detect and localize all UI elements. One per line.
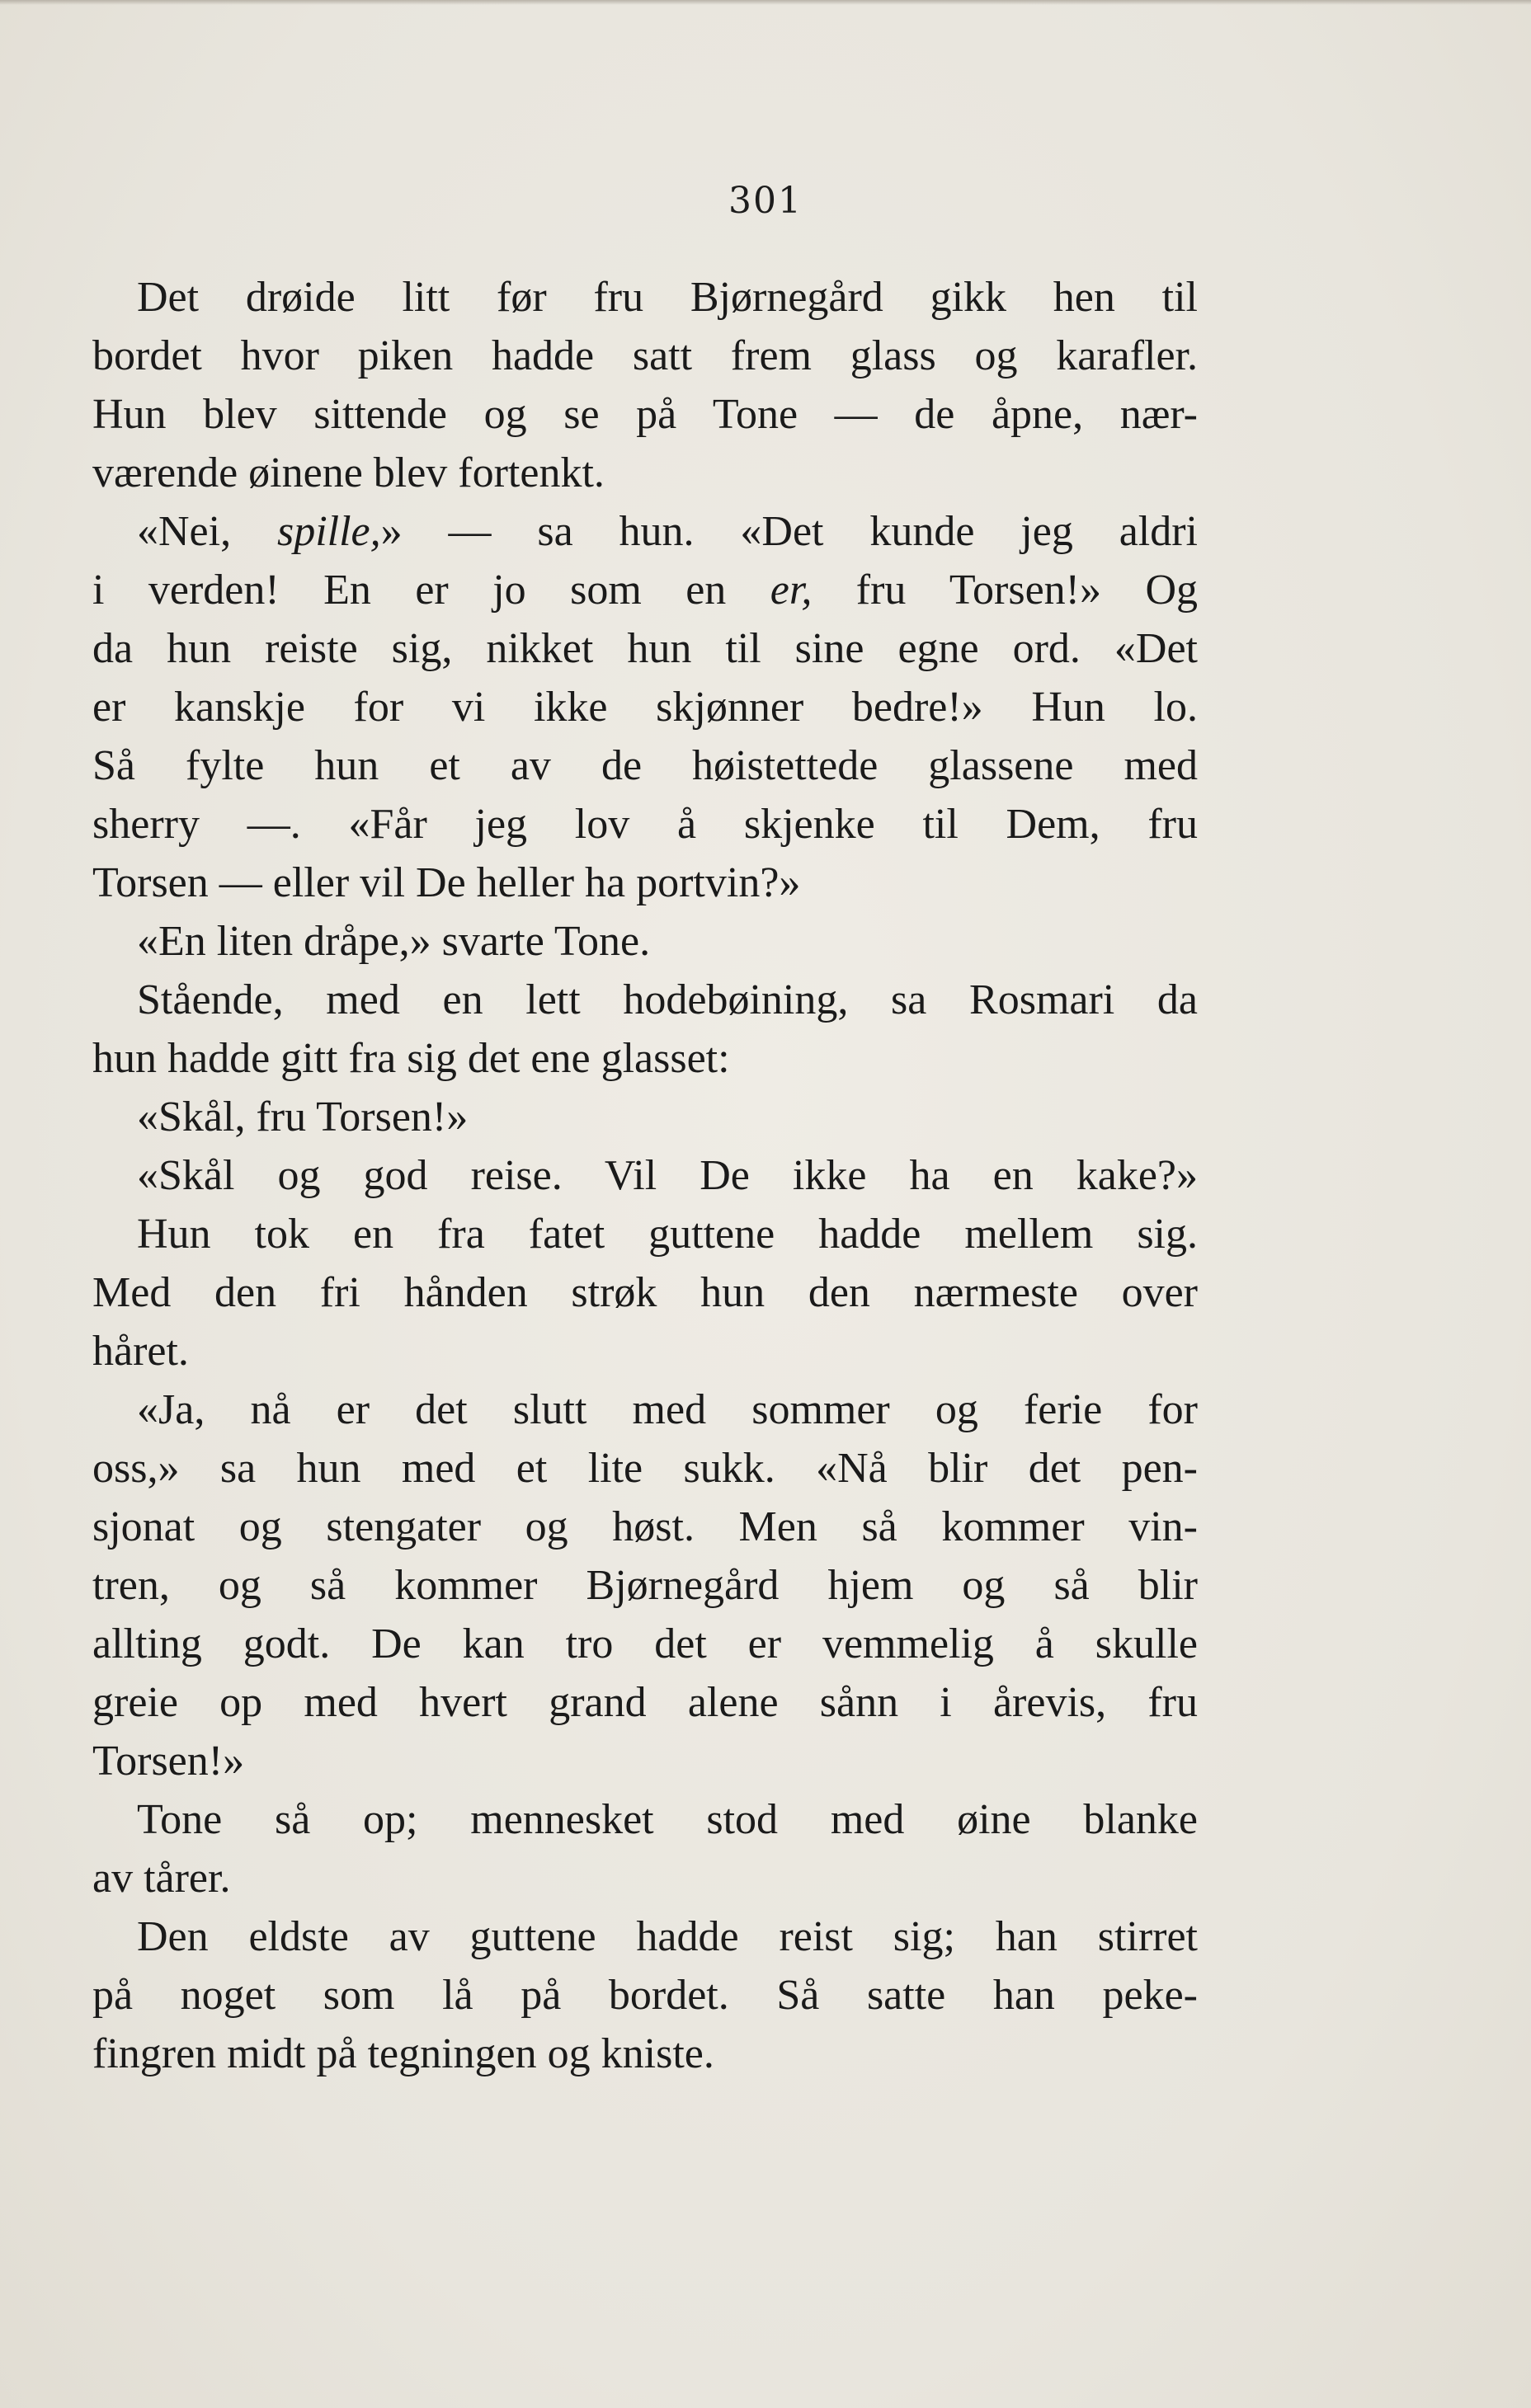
- text-line: allting godt. De kan tro det er vemmelig å skulle: [92, 1620, 1198, 1667]
- text-line: da hun reiste sig, nikket hun til sine egne ord. «Det: [92, 625, 1198, 672]
- text-line: Stående, med en lett hodebøining, sa Rosmari da: [137, 976, 1198, 1023]
- text-line: av tårer.: [92, 1855, 231, 1902]
- page-top-edge: [0, 0, 1531, 5]
- text-line: på noget som lå på bordet. Så satte han peke-: [92, 1972, 1198, 2019]
- text-line: hun hadde gitt fra sig det ene glasset:: [92, 1035, 730, 1082]
- text-line: Så fylte hun et av de høistettede glassene med: [92, 742, 1198, 789]
- text-line: sjonat og stengater og høst. Men så kommer vin-: [92, 1503, 1198, 1550]
- text-line: bordet hvor piken hadde satt frem glass og karafler.: [92, 332, 1198, 379]
- text-line: er kanskje for vi ikke skjønner bedre!» Hun lo.: [92, 684, 1198, 731]
- text-line: Torsen!»: [92, 1738, 245, 1785]
- text-line: Hun blev sittende og se på Tone — de åpne, nær-: [92, 391, 1198, 438]
- text-line: sherry —. «Får jeg lov å skjenke til Dem, fru: [92, 801, 1198, 848]
- text-line: i verden! En er jo som en er, fru Torsen!» Og: [92, 567, 1199, 614]
- text-line: oss,» sa hun med et lite sukk. «Nå blir det pen-: [92, 1445, 1198, 1492]
- text-line: «Skål, fru Torsen!»: [137, 1093, 469, 1141]
- text-line: «En liten dråpe,» svarte Tone.: [137, 918, 651, 965]
- text-line: Torsen — eller vil De heller ha portvin?»: [92, 859, 801, 906]
- text-line: værende øinene blev fortenkt.: [92, 449, 605, 496]
- text-line: «Nei, spille,» — sa hun. «Det kunde jeg aldri: [137, 508, 1198, 555]
- page-number: 301: [728, 180, 803, 222]
- text-line: fingren midt på tegningen og kniste.: [92, 2030, 714, 2077]
- text-line: tren, og så kommer Bjørnegård hjem og så blir: [92, 1562, 1198, 1609]
- body-text: [92, 268, 1198, 2083]
- text-line: håret.: [92, 1328, 189, 1375]
- text-line: Det drøide litt før fru Bjørnegård gikk hen til: [137, 274, 1198, 321]
- text-line: Tone så op; mennesket stod med øine blanke: [137, 1796, 1198, 1843]
- text-line: Med den fri hånden strøk hun den nærmeste over: [92, 1269, 1198, 1316]
- text-line: Den eldste av guttene hadde reist sig; han stirret: [137, 1913, 1198, 1960]
- text-line: «Ja, nå er det slutt med sommer og ferie for: [137, 1386, 1198, 1433]
- text-line: «Skål og god reise. Vil De ikke ha en kake?»: [137, 1152, 1198, 1199]
- text-line: Hun tok en fra fatet guttene hadde mellem sig.: [137, 1211, 1198, 1258]
- text-line: greie op med hvert grand alene sånn i årevis, fru: [92, 1679, 1198, 1726]
